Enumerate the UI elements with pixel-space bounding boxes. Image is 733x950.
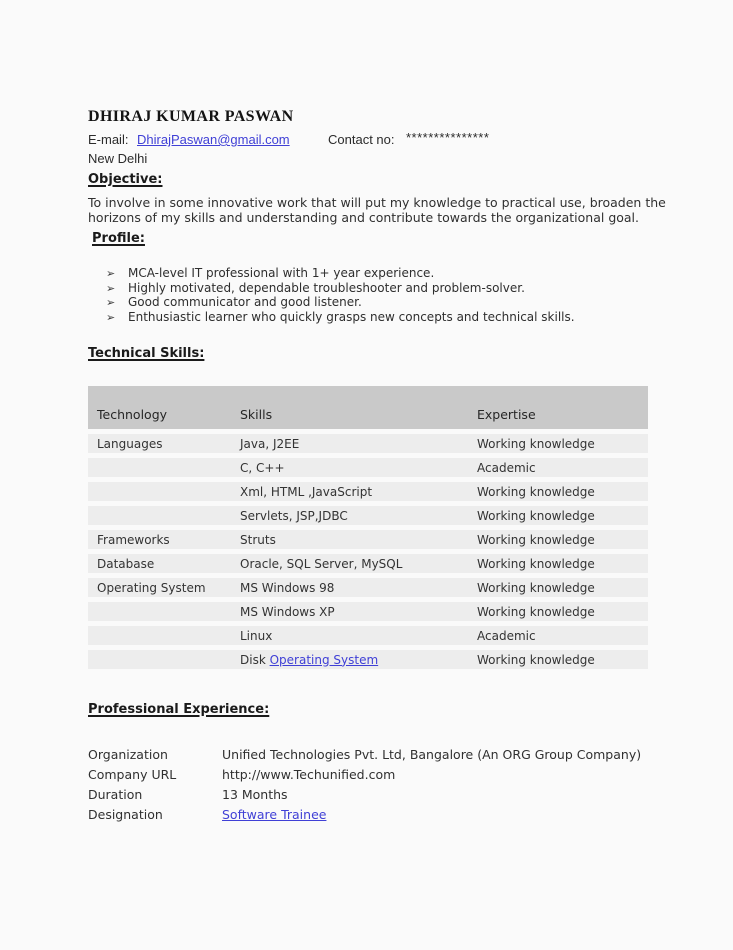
location-text: New Delhi xyxy=(88,151,148,166)
cell-expertise: Working knowledge xyxy=(477,556,595,571)
cell-expertise: Academic xyxy=(477,628,536,643)
table-row xyxy=(88,458,648,477)
cell-skills: Oracle, SQL Server, MySQL xyxy=(240,556,403,571)
cell-technology: Database xyxy=(97,556,155,571)
cell-expertise: Academic xyxy=(477,460,536,475)
bullet-text: Enthusiastic learner who quickly grasps new concepts and technical skills. xyxy=(128,310,575,325)
cell-skills xyxy=(240,653,378,667)
table-row xyxy=(88,650,648,669)
table-row xyxy=(88,602,648,621)
bullet-text: Good communicator and good listener. xyxy=(128,295,362,310)
objective-heading: Objective: xyxy=(88,172,163,187)
designation-link[interactable]: Software Trainee xyxy=(222,807,327,823)
experience-value: 13 Months xyxy=(222,786,288,802)
column-header-expertise: Expertise xyxy=(477,407,536,422)
bullet-text: Highly motivated, dependable troubleshooter and problem-solver. xyxy=(128,280,525,295)
cell-expertise: Working knowledge xyxy=(477,532,595,547)
skills-table xyxy=(88,386,648,669)
experience-label: Organization xyxy=(88,746,168,762)
table-row xyxy=(88,506,648,525)
cell-skills: MS Windows 98 xyxy=(240,580,335,595)
operating-system-link[interactable]: Operating System xyxy=(269,652,379,667)
arrow-bullet-icon: ➢ xyxy=(106,281,116,295)
cell-technology: Languages xyxy=(97,436,163,451)
cell-skills: Xml, HTML ,JavaScript xyxy=(240,484,373,499)
cell-technology: Frameworks xyxy=(97,532,170,547)
email-label: E-mail: xyxy=(88,132,129,147)
professional-experience-heading: Professional Experience: xyxy=(88,702,270,717)
experience-label: Designation xyxy=(88,807,163,823)
cell-skills: Java, J2EE xyxy=(240,436,300,451)
candidate-name: DHIRAJ KUMAR PASWAN xyxy=(88,108,294,125)
technical-skills-heading: Technical Skills: xyxy=(88,346,205,361)
profile-heading: Profile: xyxy=(92,231,145,246)
experience-row xyxy=(88,744,668,764)
table-header-row xyxy=(88,386,648,429)
experience-details xyxy=(88,744,668,825)
cell-skills: Struts xyxy=(240,532,276,547)
cell-skills: Servlets, JSP,JDBC xyxy=(240,508,348,523)
cell-expertise: Working knowledge xyxy=(477,508,595,523)
table-row xyxy=(88,626,648,645)
experience-value: Unified Technologies Pvt. Ltd, Bangalore (An ORG Group Company) xyxy=(222,746,642,762)
cell-expertise: Working knowledge xyxy=(477,436,595,451)
experience-value: http://www.Techunified.com xyxy=(222,766,396,782)
arrow-bullet-icon: ➢ xyxy=(106,311,116,325)
objective-line: horizons of my skills and understanding and contribute towards the organizational goal. xyxy=(88,210,640,225)
cell-expertise: Working knowledge xyxy=(477,652,595,667)
list-item xyxy=(106,295,575,310)
cell-skills-prefix: Disk xyxy=(240,652,270,667)
list-item xyxy=(106,310,575,325)
table-row xyxy=(88,482,648,501)
objective-paragraph xyxy=(88,195,668,225)
contact-number-label: Contact no: xyxy=(328,132,395,147)
table-row xyxy=(88,530,648,549)
list-item xyxy=(106,266,575,281)
cell-expertise: Working knowledge xyxy=(477,580,595,595)
arrow-bullet-icon: ➢ xyxy=(106,296,116,310)
experience-row xyxy=(88,764,668,784)
column-header-skills: Skills xyxy=(240,407,273,422)
arrow-bullet-icon: ➢ xyxy=(106,267,116,280)
column-header-technology: Technology xyxy=(97,407,168,422)
table-row xyxy=(88,578,648,597)
contact-line xyxy=(88,132,648,150)
list-item xyxy=(106,281,575,296)
bullet-text: MCA-level IT professional with 1+ year experience. xyxy=(128,266,435,280)
cell-technology: Operating System xyxy=(97,580,206,595)
table-row xyxy=(88,554,648,573)
email-link[interactable]: DhirajPaswan@gmail.com xyxy=(137,132,290,147)
profile-bullet-list xyxy=(106,266,575,325)
cell-expertise: Working knowledge xyxy=(477,484,595,499)
cell-skills: Linux xyxy=(240,628,273,643)
objective-line: To involve in some innovative work that will put my knowledge to practical use, broaden the xyxy=(88,195,666,210)
experience-label: Duration xyxy=(88,786,143,802)
contact-number-masked: *************** xyxy=(406,130,490,145)
experience-label: Company URL xyxy=(88,766,177,782)
cell-skills: MS Windows XP xyxy=(240,604,335,619)
cell-skills: C, C++ xyxy=(240,460,285,475)
cell-expertise: Working knowledge xyxy=(477,604,595,619)
experience-row xyxy=(88,784,668,804)
experience-row xyxy=(88,805,668,825)
table-row xyxy=(88,434,648,453)
